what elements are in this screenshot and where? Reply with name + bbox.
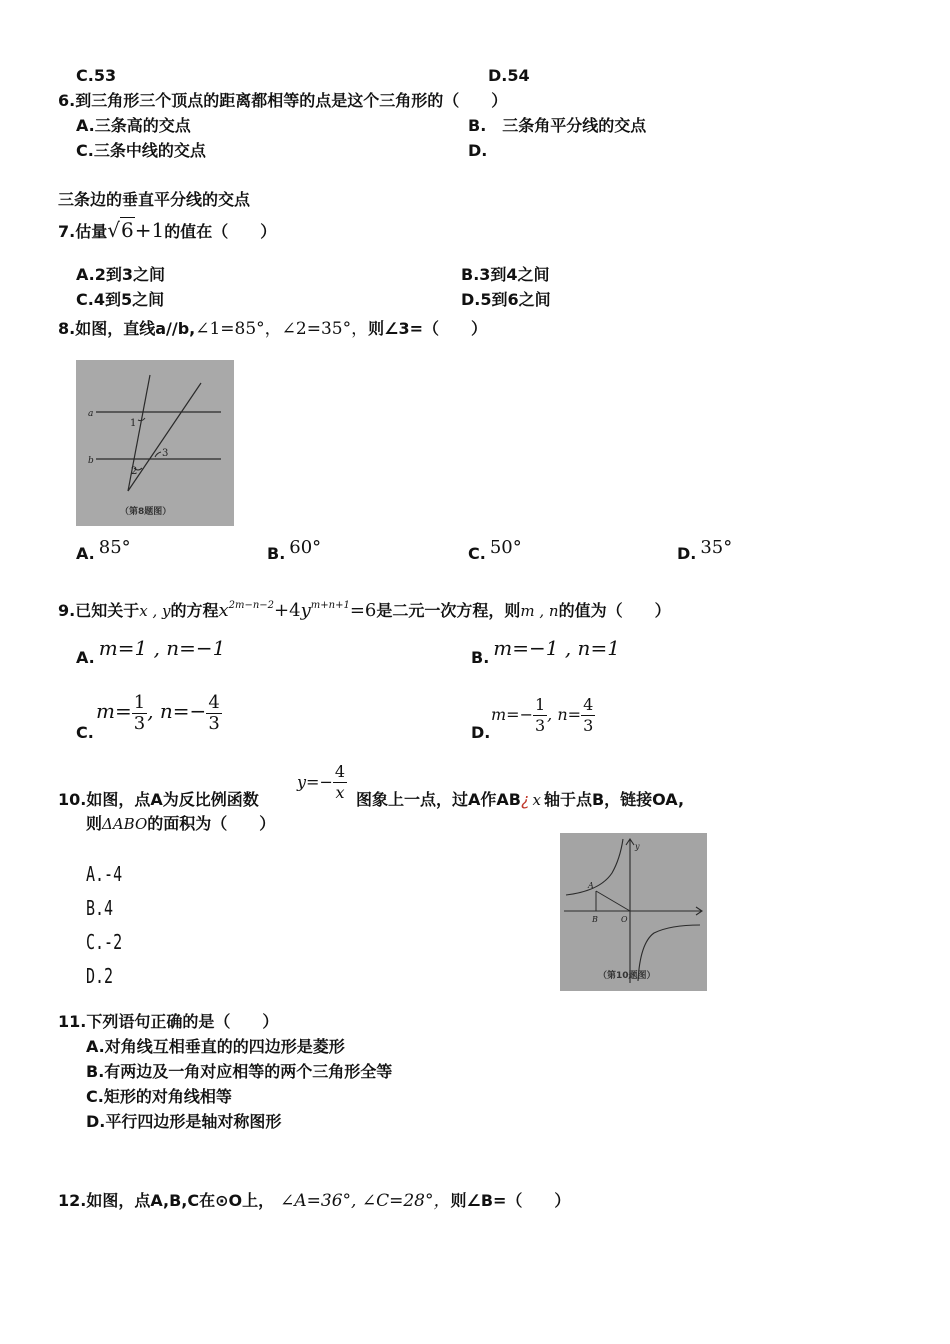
q7-option-c: C.4到5之间	[76, 290, 165, 309]
q7-option-a: A.2到3之间	[76, 265, 166, 284]
q7-option-b: B.3到4之间	[461, 265, 550, 284]
q10-option-d: D.2	[86, 964, 114, 988]
q12-stem	[58, 1188, 570, 1214]
q10-stem-suffix: 图象上一点，过A作AB¿ x 轴于点B，链接OA,	[356, 790, 685, 809]
q10-label-y: y	[635, 842, 640, 851]
q9-option-d: m=− $\frac{1}{3}$ , n= $\frac{4}{3}$	[491, 695, 594, 735]
q8-option-a: A. 85°	[76, 537, 131, 563]
q8-prefix: 8.如图，直线a//b,	[58, 319, 196, 338]
q9-vars2: m , n	[520, 602, 559, 620]
q8-caption: （第8题图）	[120, 507, 172, 517]
q9-eq-rhs: =6	[349, 600, 377, 621]
q9-option-b: B. m=−1 , n=1	[471, 636, 620, 667]
q10-function: y=− $\frac{4}{x}$	[297, 762, 346, 802]
q7-sqrt: √6	[107, 218, 134, 242]
q9-option-c: m= $\frac{1}{3}$ , n=− $\frac{4}{3}$	[96, 692, 220, 734]
q9-suffix: 的值为（ ）	[558, 601, 671, 620]
q6-option-a: A.三条高的交点	[76, 116, 191, 135]
q10-graph	[560, 833, 707, 991]
q8-option-d: D. 35°	[677, 537, 733, 563]
q10-option-b: B.4	[86, 896, 114, 920]
q9-option-d-label: D.	[471, 723, 491, 742]
q5-option-d: D.54	[488, 66, 530, 85]
q9-stem	[58, 592, 671, 625]
q7-suffix: 的值在（ ）	[164, 222, 277, 241]
q9-option-a: A. m=1 , n=−1	[76, 636, 226, 667]
q9-eq-y: y	[300, 600, 311, 621]
q11-option-b: B.有两边及一角对应相等的两个三角形全等	[86, 1062, 393, 1081]
q6-option-d: D.	[468, 141, 488, 160]
q10-stem-prefix: 10.如图，点A为反比例函数	[58, 790, 259, 809]
q12-suffix: 则∠B=（ ）	[450, 1191, 571, 1210]
q9-exp2: m+n+1	[310, 600, 350, 611]
q9-prefix: 9.已知关于	[58, 601, 140, 620]
q10-stem-line2: 则ΔABO的面积为（ ）	[86, 814, 276, 833]
q7-stem	[58, 220, 276, 242]
q10-label-b: B	[592, 915, 598, 924]
q8-option-b: B. 60°	[267, 537, 322, 563]
q6-option-c: C.三条中线的交点	[76, 141, 206, 160]
q8-label-b: b	[88, 456, 94, 466]
q8-angle-2: 2	[131, 466, 138, 477]
q8-diagram	[76, 360, 234, 526]
q8-given: ∠1=85°，∠2=35°，	[195, 319, 369, 339]
q8-option-c: C. 50°	[468, 537, 522, 563]
q10-option-a: A.-4	[86, 862, 123, 886]
q6-stem: 6.到三角形三个顶点的距离都相等的点是这个三角形的（ ）	[58, 91, 508, 110]
q8-angle-3: 3	[162, 448, 169, 459]
q9-eq-plus: +4	[274, 600, 301, 621]
q6-option-d-text: 三条边的垂直平分线的交点	[58, 190, 251, 209]
q11-option-c: C.矩形的对角线相等	[86, 1087, 232, 1106]
q8-figure	[76, 360, 234, 526]
q10-figure	[560, 833, 707, 991]
q10-glyph: ¿	[520, 790, 530, 809]
q10-option-c: C.-2	[86, 930, 123, 954]
q10-caption: （第10题图）	[598, 971, 656, 981]
q8-suffix: 则∠3=（ ）	[368, 319, 487, 338]
q5-option-c: C.53	[76, 66, 117, 85]
q9-mid: 的方程	[170, 601, 219, 620]
q10-label-a: A	[588, 881, 594, 890]
q8-stem	[58, 319, 487, 339]
q11-stem: 11.下列语句正确的是（ ）	[58, 1012, 279, 1031]
q9-option-c-label: C.	[76, 723, 94, 742]
q11-option-a: A.对角线互相垂直的的四边形是菱形	[86, 1037, 345, 1056]
q7-option-d: D.5到6之间	[461, 290, 551, 309]
q9-eq-x: x	[218, 600, 229, 621]
q9-mid2: 是二元一次方程，则	[376, 601, 521, 620]
q7-prefix: 7.估量	[58, 222, 108, 241]
q8-label-a: a	[88, 409, 94, 419]
q12-prefix: 12.如图，点A,B,C在⊙O上，	[58, 1191, 275, 1210]
q6-option-b: B. 三条角平分线的交点	[468, 116, 647, 135]
q9-exp1: 2m−n−2	[228, 600, 275, 611]
q11-option-d: D.平行四边形是轴对称图形	[86, 1112, 282, 1131]
q7-plus: +1	[134, 218, 165, 242]
q10-label-o: O	[621, 915, 628, 924]
q12-angles: ∠A=36°, ∠C=28°，	[280, 1191, 451, 1211]
q8-angle-1: 1	[130, 418, 137, 429]
q9-vars: x , y	[139, 602, 171, 620]
